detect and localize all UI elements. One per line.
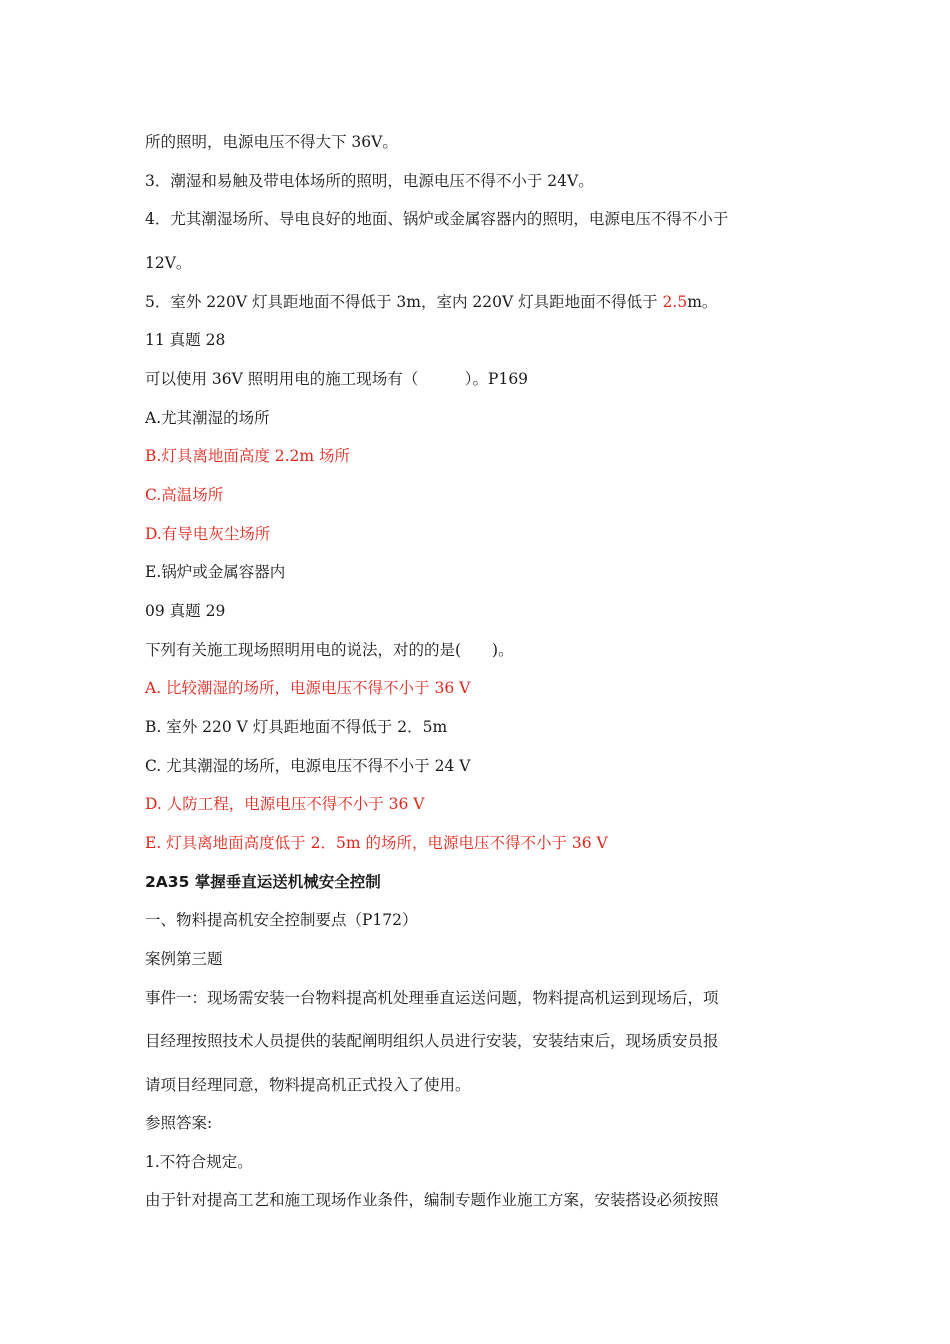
option-d-answer: D. 人防工程，电源电压不得不小于 36 V	[145, 795, 425, 813]
text-line: 请项目经理同意，物料提高机正式投入了使用。	[145, 1076, 471, 1094]
option-e-answer: E. 灯具离地面高度低于 2．5m 的场所，电源电压不得不小于 36 V	[145, 834, 608, 852]
text-line: 12V。	[145, 254, 192, 272]
option-a: A.尤其潮湿的场所	[145, 409, 270, 427]
text-line: 目经理按照技术人员提供的装配阐明组织人员进行安装，安装结束后，现场质安员报	[145, 1032, 719, 1050]
subsection-heading: 一、物料提高机安全控制要点（P172）	[145, 911, 418, 929]
question-text: 可以使用 36V 照明用电的施工现场有（ ）。P169	[145, 370, 529, 388]
question-text: 下列有关施工现场照明用电的说法，对的的是( )。	[145, 641, 514, 659]
text-span: m。	[687, 293, 718, 311]
option-b: B. 室外 220 V 灯具距地面不得低于 2．5m	[145, 718, 448, 736]
text-span: 5．室外 220V 灯具距地面不得低于 3m，室内 220V 灯具距地面不得低于	[145, 293, 663, 311]
text-line: 4．尤其潮湿场所、导电良好的地面、锅炉或金属容器内的照明，电源电压不得不小于	[145, 210, 729, 228]
option-b-answer: B.灯具离地面高度 2.2m 场所	[145, 447, 351, 465]
text-line	[145, 291, 810, 313]
text-line: 事件一：现场需安装一台物料提高机处理垂直运送问题，物料提高机运到现场后，项	[145, 989, 719, 1007]
case-title: 案例第三题	[145, 950, 223, 968]
answer-heading: 参照答案:	[145, 1114, 213, 1132]
highlight-value: 2.5	[662, 293, 688, 311]
question-source: 11 真题 28	[145, 331, 226, 349]
option-c-answer: C.高温场所	[145, 486, 224, 504]
option-d-answer: D.有导电灰尘场所	[145, 525, 271, 543]
text-line: 1.不符合规定。	[145, 1153, 253, 1171]
text-line: 由于针对提高工艺和施工现场作业条件，编制专题作业施工方案，安装搭设必须按照	[145, 1191, 719, 1209]
option-a-answer: A. 比较潮湿的场所，电源电压不得不小于 36 V	[145, 679, 471, 697]
option-e: E.锅炉或金属容器内	[145, 563, 286, 581]
question-source: 09 真题 29	[145, 602, 226, 620]
section-heading: 2A35 掌握垂直运送机械安全控制	[145, 873, 381, 891]
option-c: C. 尤其潮湿的场所，电源电压不得不小于 24 V	[145, 757, 471, 775]
text-line: 3．潮湿和易触及带电体场所的照明，电源电压不得不小于 24V。	[145, 172, 594, 190]
text-line: 所的照明，电源电压不得大下 36V。	[145, 133, 398, 151]
